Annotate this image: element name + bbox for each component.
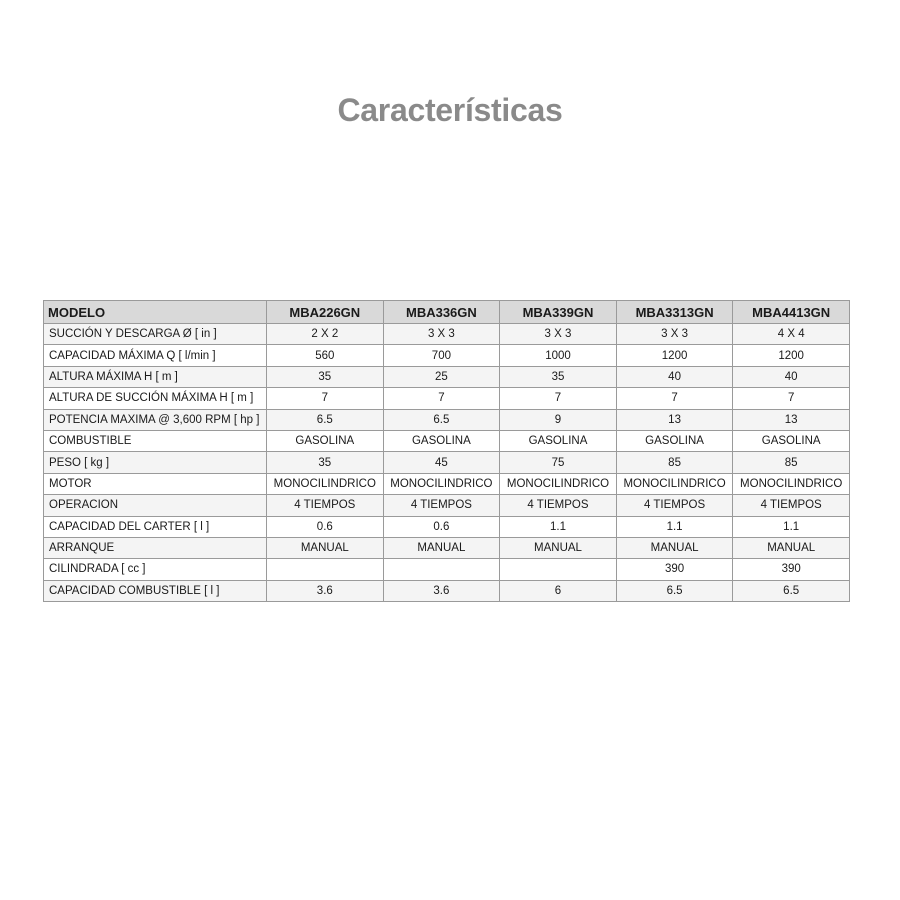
- row-label: POTENCIA MAXIMA @ 3,600 RPM [ hp ]: [44, 409, 267, 430]
- table-row: [44, 452, 850, 473]
- table-cell: 1200: [733, 345, 850, 366]
- table-cell: 13: [616, 409, 733, 430]
- table-cell: 3 X 3: [383, 324, 500, 345]
- table-cell: 1000: [500, 345, 617, 366]
- page-title: Características: [337, 92, 563, 128]
- table-cell: [267, 559, 384, 580]
- header-model: MBA4413GN: [733, 301, 850, 324]
- table-cell: MONOCILINDRICO: [500, 473, 617, 494]
- row-label: SUCCIÓN Y DESCARGA Ø [ in ]: [44, 324, 267, 345]
- table-cell: 13: [733, 409, 850, 430]
- header-model: MBA3313GN: [616, 301, 733, 324]
- table-cell: GASOLINA: [616, 430, 733, 451]
- table-cell: 3.6: [267, 580, 384, 601]
- table-cell: MANUAL: [500, 537, 617, 558]
- table-cell: 560: [267, 345, 384, 366]
- table-cell: 7: [616, 388, 733, 409]
- table-cell: 4 TIEMPOS: [267, 495, 384, 516]
- row-label: COMBUSTIBLE: [44, 430, 267, 451]
- table-cell: [383, 559, 500, 580]
- table-row: [44, 537, 850, 558]
- table-cell: 6.5: [267, 409, 384, 430]
- table-cell: 45: [383, 452, 500, 473]
- specs-table: [43, 300, 850, 602]
- table-cell: 35: [267, 452, 384, 473]
- table-cell: 1.1: [733, 516, 850, 537]
- table-row: [44, 559, 850, 580]
- table-cell: MONOCILINDRICO: [267, 473, 384, 494]
- table-cell: 40: [733, 366, 850, 387]
- table-cell: 3 X 3: [500, 324, 617, 345]
- row-label: CILINDRADA [ cc ]: [44, 559, 267, 580]
- row-label: ARRANQUE: [44, 537, 267, 558]
- table-cell: 4 TIEMPOS: [500, 495, 617, 516]
- header-row: [44, 301, 850, 324]
- table-row: [44, 409, 850, 430]
- table-cell: 7: [733, 388, 850, 409]
- table-cell: 6.5: [616, 580, 733, 601]
- table-row: [44, 473, 850, 494]
- table-cell: 0.6: [267, 516, 384, 537]
- header-model: MBA336GN: [383, 301, 500, 324]
- specs-body: [44, 324, 850, 602]
- table-cell: 85: [733, 452, 850, 473]
- table-cell: 3.6: [383, 580, 500, 601]
- table-cell: 35: [267, 366, 384, 387]
- table-row: [44, 324, 850, 345]
- row-label: OPERACION: [44, 495, 267, 516]
- table-cell: 4 TIEMPOS: [733, 495, 850, 516]
- table-cell: MONOCILINDRICO: [383, 473, 500, 494]
- table-row: [44, 495, 850, 516]
- table-cell: 6.5: [383, 409, 500, 430]
- table-cell: 4 X 4: [733, 324, 850, 345]
- row-label: CAPACIDAD DEL CARTER [ l ]: [44, 516, 267, 537]
- table-cell: 1.1: [500, 516, 617, 537]
- table-cell: 2 X 2: [267, 324, 384, 345]
- table-row: [44, 580, 850, 601]
- header-model-label: MODELO: [44, 301, 267, 324]
- table-cell: 7: [267, 388, 384, 409]
- table-cell: GASOLINA: [267, 430, 384, 451]
- table-cell: 4 TIEMPOS: [383, 495, 500, 516]
- table-cell: MANUAL: [267, 537, 384, 558]
- table-cell: GASOLINA: [500, 430, 617, 451]
- table-row: [44, 516, 850, 537]
- table-cell: 390: [733, 559, 850, 580]
- table-row: [44, 345, 850, 366]
- table-cell: GASOLINA: [733, 430, 850, 451]
- table-cell: 1200: [616, 345, 733, 366]
- table-cell: 40: [616, 366, 733, 387]
- table-cell: 6: [500, 580, 617, 601]
- table-cell: 0.6: [383, 516, 500, 537]
- table-cell: [500, 559, 617, 580]
- table-cell: 700: [383, 345, 500, 366]
- row-label: CAPACIDAD MÁXIMA Q [ l/min ]: [44, 345, 267, 366]
- table-cell: 390: [616, 559, 733, 580]
- table-cell: MONOCILINDRICO: [733, 473, 850, 494]
- table-row: [44, 430, 850, 451]
- table-cell: GASOLINA: [383, 430, 500, 451]
- table-cell: 25: [383, 366, 500, 387]
- table-cell: MANUAL: [383, 537, 500, 558]
- table-row: [44, 366, 850, 387]
- table-cell: 7: [383, 388, 500, 409]
- table-cell: MONOCILINDRICO: [616, 473, 733, 494]
- table-row: [44, 388, 850, 409]
- table-cell: 85: [616, 452, 733, 473]
- table-cell: 6.5: [733, 580, 850, 601]
- header-model: MBA339GN: [500, 301, 617, 324]
- row-label: ALTURA DE SUCCIÓN MÁXIMA H [ m ]: [44, 388, 267, 409]
- table-cell: 7: [500, 388, 617, 409]
- table-cell: MANUAL: [616, 537, 733, 558]
- table-cell: 3 X 3: [616, 324, 733, 345]
- table-cell: 9: [500, 409, 617, 430]
- table-cell: 75: [500, 452, 617, 473]
- table-cell: 1.1: [616, 516, 733, 537]
- table-cell: 35: [500, 366, 617, 387]
- row-label: MOTOR: [44, 473, 267, 494]
- row-label: PESO [ kg ]: [44, 452, 267, 473]
- row-label: ALTURA MÁXIMA H [ m ]: [44, 366, 267, 387]
- table-cell: MANUAL: [733, 537, 850, 558]
- table-cell: 4 TIEMPOS: [616, 495, 733, 516]
- header-model: MBA226GN: [267, 301, 384, 324]
- row-label: CAPACIDAD COMBUSTIBLE [ l ]: [44, 580, 267, 601]
